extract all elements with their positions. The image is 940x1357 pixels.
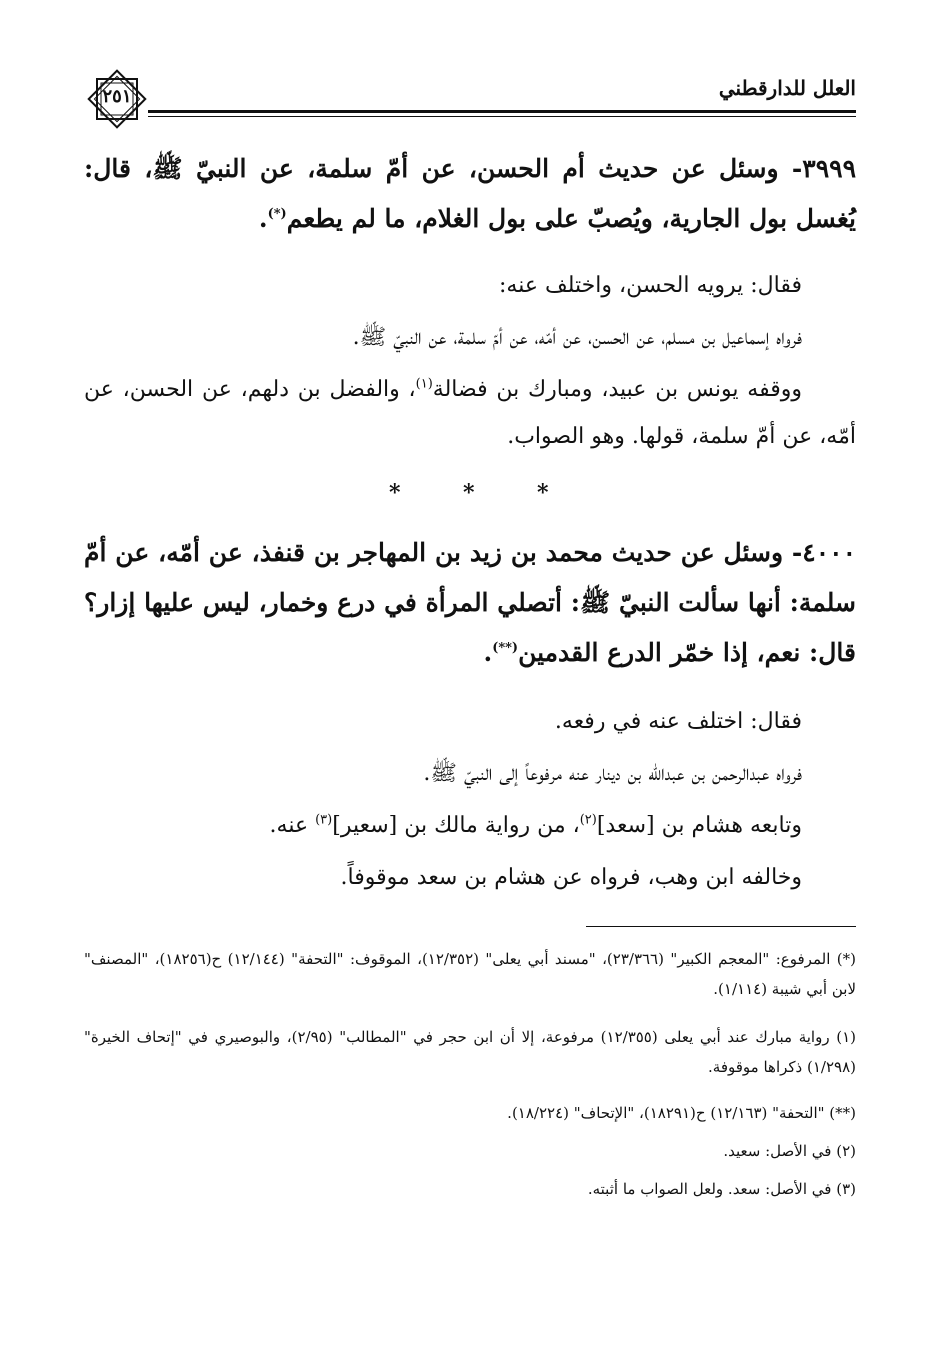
entry-3999-paragraph-3: [84, 366, 856, 460]
footnote-ref-2: (٢): [579, 812, 597, 828]
footnote-3: (٣) في الأصل: سعد. ولعل الصواب ما أثبته.: [587, 1180, 856, 1198]
entry-4000-heading-text: ٤٠٠٠- وسئل عن حديث محمد بن زيد بن المهاجر بن قنفذ، عن أمّه، عن أمّ سلمة: أنها سألت النبيّ ﷺ: أتصلي المرأة في درع وخمار، ليس عليها إزار؟ قال: نعم، إذا خمّر الدرع القدمين: [84, 538, 856, 667]
separator-star: *: [389, 480, 401, 506]
entry-4000-paragraph-3-b: ، من رواية مالك بن [سعير]: [332, 813, 580, 838]
header-rule-thick: [148, 110, 856, 113]
entry-4000-paragraph-1: فقال: اختلف عنه في رفعه.: [554, 709, 802, 734]
entry-3999-heading-end: .: [258, 204, 268, 233]
page-header: [84, 66, 856, 138]
page-number-badge: [84, 66, 150, 132]
footnote-ref-double-star: (**): [492, 640, 519, 656]
entry-4000-paragraph-4: وخالفه ابن وهب، فرواه عن هشام بن سعد موقوفاً.: [340, 865, 802, 890]
entry-4000-paragraph-3-c: عنه.: [269, 813, 316, 838]
footnote-1: (١) رواية مبارك عند أبي يعلى (١٢/٣٥٥) مرفوعة، إلا أن ابن حجر في "المطالب" (٢/٩٥)، والبوصيري في "إتحاف الخيرة" (١/٢٩٨) ذكراها موقوفة.: [84, 1028, 856, 1076]
footnote-star: (*) المرفوع: "المعجم الكبير" (٢٣/٣٦٦)، "مسند أبي يعلى" (١٢/٣٥٢)، الموقوف: "التحفة" (١٢/١٤٤) ح(١٨٢٥٦)، "المصنف" لابن أبي شيبة (١/١١٤).: [84, 950, 857, 998]
entry-3999-paragraph-2: فرواه إسماعيل بن مسلم، عن الحسن، عن أمّه، عن أمّ سلمة، عن النبيّ ﷺ.: [352, 325, 802, 350]
page-number: ٢٥١: [102, 86, 132, 107]
entry-4000-paragraph-2: فرواه عبدالرحمن بن عبدالله بن دينار عنه مرفوعاً إلى النبيّ ﷺ.: [423, 761, 802, 786]
footnote-ref-star: (*): [267, 206, 287, 222]
entry-4000-heading-end: .: [483, 638, 493, 667]
footnote-double-star: (**) "التحفة" (١٢/١٦٣) ح(١٨٢٩١)، "الإتحاف" (١٨/٢٢٤).: [507, 1104, 856, 1122]
entry-4000-paragraph-3: [84, 802, 856, 849]
entry-3999-paragraph-1: فقال: يرويه الحسن، واختلف عنه:: [498, 273, 802, 298]
separator-star: *: [463, 480, 475, 506]
entry-4000-paragraph-3-a: وتابعه هشام بن [سعد]: [596, 813, 802, 838]
entry-3999-paragraph-3-a: ووقفه يونس بن عبيد، ومبارك بن فضالة: [432, 377, 802, 402]
footnote-2: (٢) في الأصل: سعيد.: [723, 1142, 856, 1160]
entry-3999-heading-text: ٣٩٩٩- وسئل عن حديث أم الحسن، عن أمّ سلمة، عن النبيّ ﷺ، قال: يُغسل بول الجارية، ويُصبّ على بول الغلام، ما لم يطعم: [84, 154, 856, 233]
section-separator: [0, 480, 940, 510]
running-title: العلل للدارقطني: [718, 76, 856, 100]
footnote-divider: [586, 926, 856, 927]
entry-4000-heading: [84, 528, 856, 678]
footnote-ref-1: (١): [415, 376, 433, 392]
entry-3999-paragraph-3-b: ، والفضل بن دلهم، عن الحسن، عن أمّه، عن أمّ سلمة، قولها. وهو الصواب.: [84, 377, 856, 449]
footnote-ref-3: (٣): [315, 812, 333, 828]
header-rule-thin: [148, 116, 856, 117]
separator-star: *: [537, 480, 549, 506]
entry-3999-heading: [84, 144, 856, 244]
